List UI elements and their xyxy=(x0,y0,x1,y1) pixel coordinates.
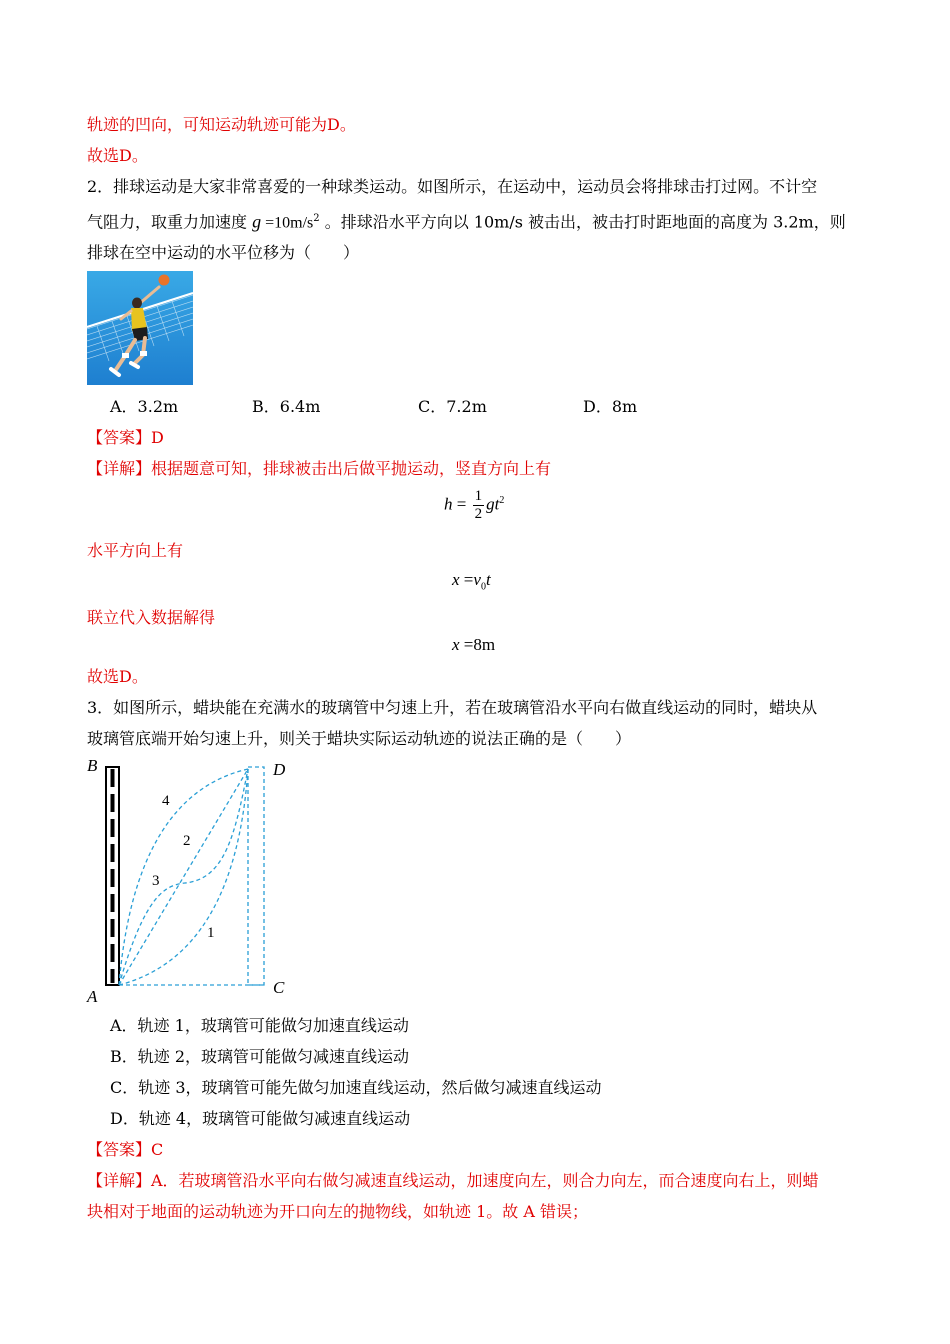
question-3-line-1: 3．如图所示，蜡块能在充满水的玻璃管中匀速上升，若在玻璃管沿水平向右做直线运动的同时，蜡块从 xyxy=(87,698,818,717)
option-c: C．7.2m xyxy=(418,397,487,416)
explanation-3-line-2: 块相对于地面的运动轨迹为开口向左的抛物线，如轨迹 1。故 A 错误； xyxy=(87,1202,588,1221)
curve-label-3: 3 xyxy=(152,873,160,889)
option-d: D．8m xyxy=(583,397,638,416)
explanation-2: 【详解】根据题意可知，排球被击出后做平抛运动，竖直方向上有 xyxy=(87,459,552,478)
question-3-line-2: 玻璃管底端开始匀速上升，则关于蜡块实际运动轨迹的说法正确的是（ ） xyxy=(87,729,632,748)
fraction-numerator: 1 xyxy=(474,488,483,504)
formula-subscript: 0 xyxy=(480,581,486,593)
q3-option-d: D．轨迹 4，玻璃管可能做匀减速直线运动 xyxy=(110,1109,411,1128)
formula-exponent: 2 xyxy=(499,494,505,506)
formula-gt: gt xyxy=(486,494,500,514)
question-2-text-a: 气阻力，取重力加速度 xyxy=(87,212,248,232)
horizontal-direction-text: 水平方向上有 xyxy=(87,541,184,560)
answer-3: 【答案】C xyxy=(87,1140,164,1159)
trajectory-figure xyxy=(85,755,300,1005)
formula-equals: = xyxy=(459,570,474,589)
formula-v: v xyxy=(473,570,481,589)
q3-option-b: B．轨迹 2，玻璃管可能做匀减速直线运动 xyxy=(110,1047,410,1066)
combine-text: 联立代入数据解得 xyxy=(87,608,216,627)
explanation-3-line-1: 【详解】A．若玻璃管沿水平向右做匀减速直线运动，加速度向左，则合力向左，而合速度向右上，则蜡 xyxy=(87,1171,819,1190)
formula-h: h xyxy=(444,494,453,514)
gravity-exponent: 2 xyxy=(313,213,320,224)
continuation-text: 轨迹的凹向，可知运动轨迹可能为D。 xyxy=(87,115,356,134)
volleyball-player-image xyxy=(87,271,193,385)
curve-label-1: 1 xyxy=(207,925,215,941)
label-c: C xyxy=(273,978,285,997)
right-tube-outline xyxy=(248,767,264,985)
select-2: 故选D。 xyxy=(87,667,148,686)
question-2-line-1: 2．排球运动是大家非常喜爱的一种球类运动。如图所示，在运动中，运动员会将排球击打过网。不计空 xyxy=(87,177,818,196)
trajectory-2 xyxy=(119,769,248,985)
fraction-half xyxy=(473,488,485,523)
curve-label-2: 2 xyxy=(183,833,191,849)
formula-horizontal xyxy=(452,570,491,592)
question-2-line-3: 排球在空中运动的水平位移为（ ） xyxy=(87,243,360,262)
question-2-text-b: 。排球沿水平方向以 10m/s 被击出，被击打时距地面的高度为 3.2m，则 xyxy=(324,212,846,232)
conclusion-text: 故选D。 xyxy=(87,146,148,165)
formula-free-fall xyxy=(444,488,504,523)
q3-option-a: A．轨迹 1，玻璃管可能做匀加速直线运动 xyxy=(110,1016,409,1035)
formula-x: x xyxy=(452,635,460,654)
formula-value: =8m xyxy=(459,635,496,654)
answer-2: 【答案】D xyxy=(87,428,164,447)
q3-option-c: C．轨迹 3，玻璃管可能先做匀加速直线运动，然后做匀减速直线运动 xyxy=(110,1078,602,1097)
curve-label-4: 4 xyxy=(162,793,170,809)
gravity-value: =10m/s xyxy=(261,214,314,232)
label-a: A xyxy=(87,987,98,1005)
gravity-symbol: g xyxy=(252,211,262,232)
formula-t: t xyxy=(485,570,491,589)
fraction-denominator: 2 xyxy=(474,506,483,522)
option-b: B．6.4m xyxy=(252,397,321,416)
label-b: B xyxy=(87,756,98,775)
formula-x: x xyxy=(452,570,460,589)
option-a: A．3.2m xyxy=(110,397,179,416)
formula-result xyxy=(452,635,495,655)
label-d: D xyxy=(273,760,286,779)
formula-equals: = xyxy=(452,494,467,514)
question-2-line-2 xyxy=(87,208,846,234)
